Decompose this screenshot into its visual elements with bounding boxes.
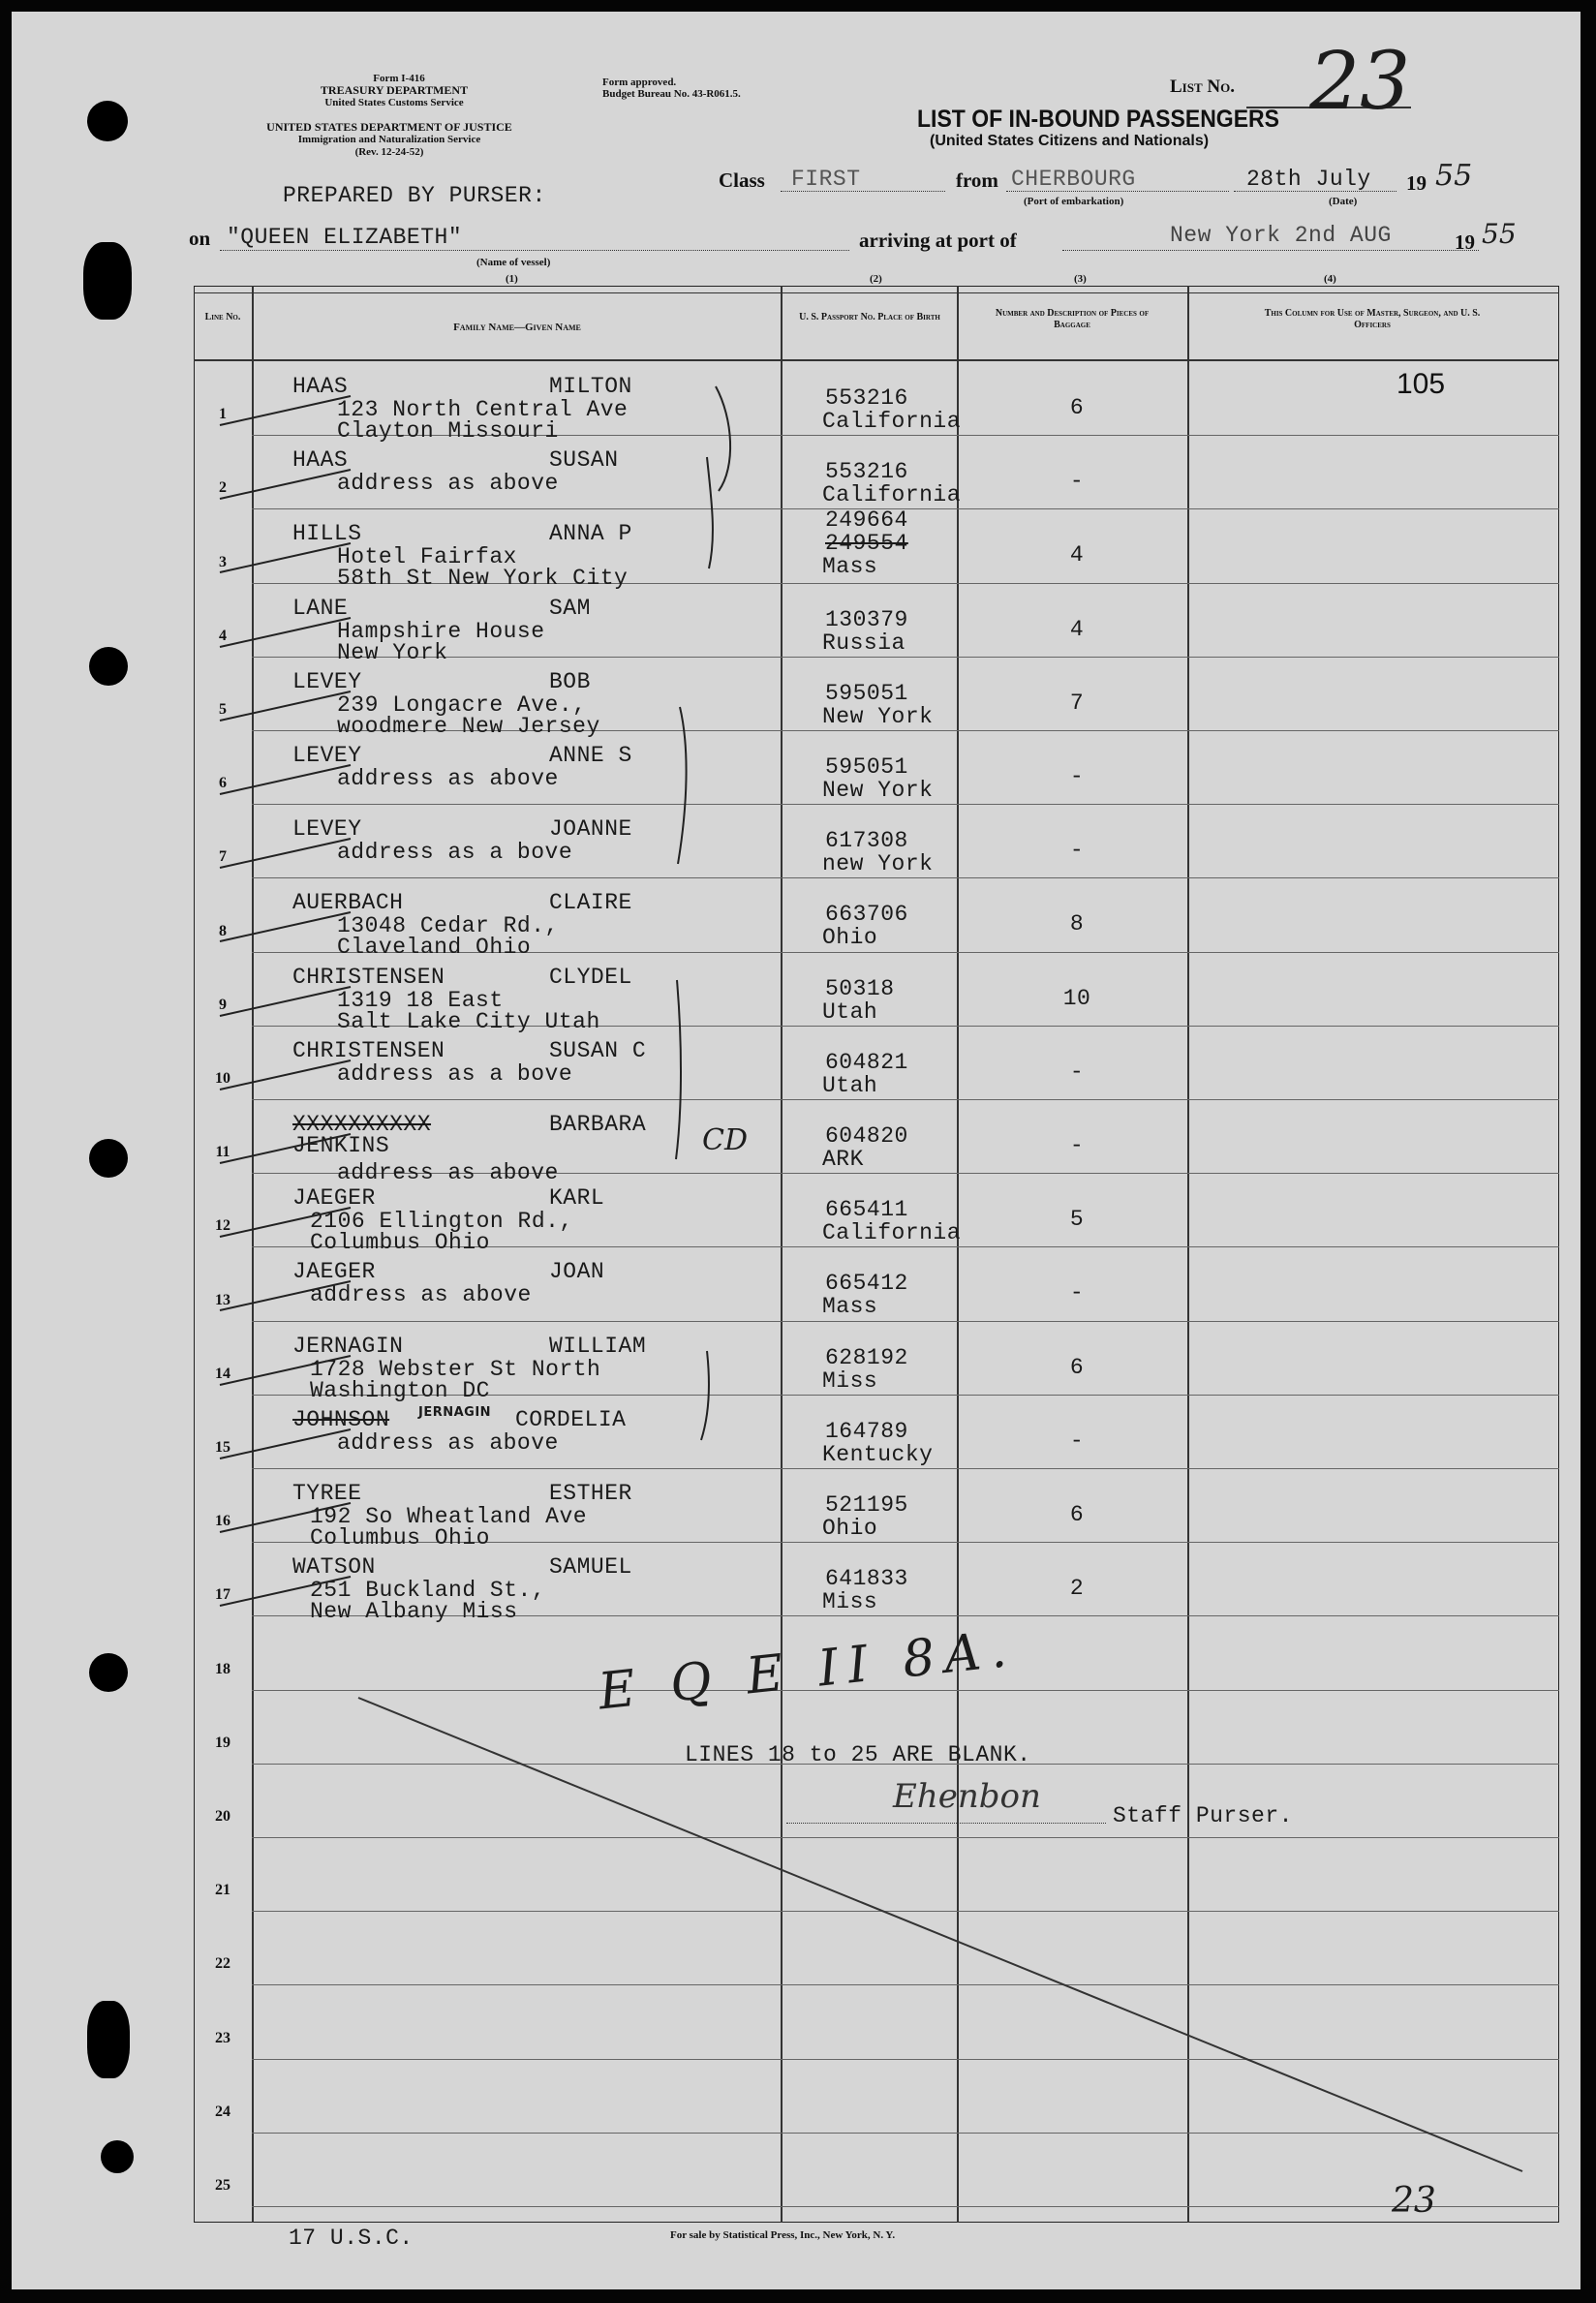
row11-note: CD xyxy=(702,1123,749,1157)
address-line-2: 58th St New York City xyxy=(337,566,629,592)
list-no-value: 23 xyxy=(1309,36,1411,128)
footer-page-number: 23 xyxy=(1392,2181,1436,2221)
line-number: 19 xyxy=(215,1734,230,1751)
passport-number: 595051 xyxy=(825,754,908,780)
birth-place: New York xyxy=(822,778,934,803)
class-label: Class xyxy=(719,169,765,192)
family-name: HAAS xyxy=(292,374,349,399)
birth-place: Russia xyxy=(822,629,905,656)
baggage-count: - xyxy=(1069,838,1085,864)
line-number: 7 xyxy=(219,848,227,866)
date-caption: (Date) xyxy=(1329,196,1358,207)
on-label: on xyxy=(189,227,211,250)
passport-number-struck: 249554 xyxy=(825,531,908,557)
line-number: 6 xyxy=(219,775,227,792)
passport-number: 164789 xyxy=(825,1418,908,1444)
given-name: BARBARA xyxy=(549,1112,647,1137)
address-line-1: 192 So Wheatland Ave xyxy=(310,1504,588,1529)
birth-place: Utah xyxy=(822,1072,878,1098)
baggage-count: - xyxy=(1069,764,1085,789)
arrival-value: New York 2nd AUG xyxy=(1170,223,1392,248)
line-number: 5 xyxy=(219,701,227,718)
given-name: CORDELIA xyxy=(515,1406,627,1432)
line-number: 16 xyxy=(215,1513,230,1530)
passport-number: 521195 xyxy=(825,1492,908,1518)
family-name: HILLS xyxy=(292,521,362,547)
baggage-count: 4 xyxy=(1069,542,1085,568)
col3-marker: (3) xyxy=(1074,273,1087,285)
passport-number: 604820 xyxy=(825,1123,908,1149)
date-value: 28th July xyxy=(1246,167,1371,192)
birth-place: Utah xyxy=(822,998,878,1025)
address-line-1: address as above xyxy=(337,471,559,497)
birth-place: Mass xyxy=(822,1294,878,1320)
staff-purser-label: Staff Purser. xyxy=(1113,1803,1293,1828)
birth-place: Mass xyxy=(822,554,878,580)
family-name: AUERBACH xyxy=(292,890,404,916)
address-line-2: Claveland Ohio xyxy=(337,935,532,961)
list-no-label: List No. xyxy=(1170,77,1235,97)
address-line-1: address as a bove xyxy=(337,840,573,866)
from-value: CHERBOURG xyxy=(1011,167,1136,192)
address-line-2: Salt Lake City Utah xyxy=(337,1008,600,1034)
address-line-1: address as above xyxy=(310,1282,532,1308)
passport-number: 553216 xyxy=(825,385,908,411)
blank-lines-note: LINES 18 to 25 ARE BLANK. xyxy=(685,1742,1031,1767)
baggage-count: 10 xyxy=(1062,985,1091,1011)
birth-place: Ohio xyxy=(822,1516,878,1541)
baggage-count: 6 xyxy=(1069,395,1085,420)
address-line-1: address as above xyxy=(337,1429,559,1456)
line-number: 21 xyxy=(215,1882,230,1899)
col-header-passport: U. S. Passport No. Place of Birth xyxy=(799,312,940,322)
col1-marker: (1) xyxy=(506,273,518,285)
family-name: JAEGER xyxy=(292,1185,376,1212)
passport-number: 595051 xyxy=(825,680,908,706)
address-line-1: Hotel Fairfax xyxy=(337,544,517,570)
birth-place: California xyxy=(822,409,962,434)
baggage-count: 6 xyxy=(1069,1502,1085,1527)
line-number: 20 xyxy=(215,1808,230,1825)
given-name: ANNE S xyxy=(549,743,632,768)
arrival-year-value: 55 xyxy=(1482,218,1517,250)
given-name: CLYDEL xyxy=(549,964,632,990)
vessel-value: "QUEEN ELIZABETH" xyxy=(227,225,463,250)
address-line-1: address as above xyxy=(337,766,559,791)
line-number: 4 xyxy=(219,627,227,644)
given-name: KARL xyxy=(549,1185,605,1212)
baggage-count: - xyxy=(1069,1059,1085,1085)
given-name: SAMUEL xyxy=(549,1554,632,1581)
passport-number: 665412 xyxy=(825,1271,908,1297)
family-name: JAEGER xyxy=(292,1259,376,1285)
port-embark-caption: (Port of embarkation) xyxy=(1024,196,1124,207)
baggage-count: - xyxy=(1069,1428,1085,1454)
arrival-year-prefix: 19 xyxy=(1455,230,1475,254)
manifest-sheet xyxy=(12,12,1581,2289)
scrawl-annotation: E Q E II 8A. xyxy=(596,1619,1019,1722)
revision: (Rev. 12-24-52) xyxy=(354,146,424,158)
family-name: XXXXXXXXXX xyxy=(292,1112,432,1137)
birth-place: new York xyxy=(822,851,934,877)
given-name: JOANNE xyxy=(549,816,632,843)
family-name: TYREE xyxy=(292,1481,362,1506)
birth-place: Miss xyxy=(822,1367,878,1394)
given-name: ESTHER xyxy=(549,1481,632,1506)
address-line-1: 2106 Ellington Rd., xyxy=(310,1209,573,1235)
address-line-1: 239 Longacre Ave., xyxy=(337,691,587,718)
line-number: 24 xyxy=(215,2103,230,2120)
baggage-count: - xyxy=(1069,469,1085,495)
cancel-slash xyxy=(12,12,1581,2289)
family-name: WATSON xyxy=(292,1554,376,1581)
year-value: 55 xyxy=(1435,159,1473,193)
given-name: SAM xyxy=(549,595,591,621)
passport-number: 665411 xyxy=(825,1197,908,1223)
family-name-correction: JERNAGIN xyxy=(418,1404,492,1420)
given-name: WILLIAM xyxy=(549,1333,647,1359)
col2-marker: (2) xyxy=(870,273,882,285)
line-number: 2 xyxy=(219,479,227,497)
passport-number: 553216 xyxy=(825,459,908,485)
address-line-1: Hampshire House xyxy=(337,618,545,644)
prepared-by: PREPARED BY PURSER: xyxy=(283,183,546,208)
officer-note: 105 xyxy=(1396,368,1446,400)
baggage-count: 5 xyxy=(1069,1207,1085,1233)
line-number: 18 xyxy=(215,1660,230,1677)
birth-place: New York xyxy=(822,703,934,729)
approval: Form approved. xyxy=(602,77,677,88)
baggage-count: 6 xyxy=(1069,1354,1085,1380)
address-line-1: 13048 Cedar Rd., xyxy=(337,913,559,939)
col-header-name: Family Name—Given Name xyxy=(453,322,581,333)
budget-number: Budget Bureau No. 43-R061.5. xyxy=(602,88,741,100)
passport-number: 50318 xyxy=(825,975,895,1001)
justice-name: UNITED STATES DEPARTMENT OF JUSTICE xyxy=(266,120,512,134)
birth-place: Kentucky xyxy=(822,1441,934,1467)
arriving-label: arriving at port of xyxy=(859,229,1017,252)
form-subtitle: (United States Citizens and Nationals) xyxy=(930,133,1210,149)
passport-number: 663706 xyxy=(825,902,908,928)
baggage-count: 7 xyxy=(1069,690,1085,716)
line-number: 9 xyxy=(219,996,227,1013)
address-line-1: address as above xyxy=(337,1160,559,1185)
col-header-line: Line No. xyxy=(204,312,241,322)
passport-number: 628192 xyxy=(825,1344,908,1370)
line-number: 1 xyxy=(219,406,227,423)
address-line-2: New York xyxy=(337,639,448,665)
line-number: 12 xyxy=(215,1217,230,1235)
baggage-count: - xyxy=(1069,1133,1085,1158)
purser-signature: Ehenbon xyxy=(893,1777,1041,1816)
family-name: LEVEY xyxy=(292,816,362,843)
birth-place: California xyxy=(822,482,962,508)
address-line-2: Columbus Ohio xyxy=(310,1230,490,1256)
family-name: JOHNSON xyxy=(292,1406,390,1432)
baggage-count: 2 xyxy=(1069,1576,1085,1602)
passport-number: 604821 xyxy=(825,1049,908,1075)
baggage-count: - xyxy=(1069,1280,1085,1306)
family-name: CHRISTENSEN xyxy=(292,964,445,990)
given-name: SUSAN xyxy=(549,447,619,474)
footer-statute: 17 U.S.C. xyxy=(289,2226,414,2251)
address-line-1: 251 Buckland St., xyxy=(310,1578,546,1604)
form-number: Form I-416 xyxy=(373,73,425,84)
line-number: 17 xyxy=(215,1586,230,1604)
family-name: LANE xyxy=(292,595,349,621)
footer-printer: For sale by Statistical Press, Inc., New York, N. Y. xyxy=(670,2229,896,2241)
given-name: CLAIRE xyxy=(549,890,632,916)
birth-place: Ohio xyxy=(822,925,878,951)
given-name: BOB xyxy=(549,668,591,694)
given-name: JOAN xyxy=(549,1259,605,1285)
given-name: MILTON xyxy=(549,374,632,399)
baggage-count: 4 xyxy=(1069,616,1085,642)
passport-number: 641833 xyxy=(825,1566,908,1592)
family-name: LEVEY xyxy=(292,668,362,694)
vessel-caption: (Name of vessel) xyxy=(476,257,551,268)
address-line-1: 123 North Central Ave xyxy=(337,397,629,422)
service-name: United States Customs Service xyxy=(324,97,464,108)
line-number: 10 xyxy=(215,1070,230,1087)
family-name: HAAS xyxy=(292,447,349,474)
line-number: 22 xyxy=(215,1955,230,1973)
passport-number: 617308 xyxy=(825,828,908,854)
address-line-2: Washington DC xyxy=(310,1377,490,1403)
line-number: 3 xyxy=(219,553,227,570)
line-number: 23 xyxy=(215,2029,230,2046)
dept-name: TREASURY DEPARTMENT xyxy=(320,83,469,97)
line-number: 13 xyxy=(215,1291,230,1308)
address-line-1: address as a bove xyxy=(337,1060,573,1087)
family-name: LEVEY xyxy=(292,743,362,768)
baggage-count: 8 xyxy=(1069,911,1085,937)
family-name: JERNAGIN xyxy=(292,1333,404,1359)
col4-marker: (4) xyxy=(1324,273,1336,285)
address-line-1: 1728 Webster St North xyxy=(310,1356,601,1382)
line-number: 25 xyxy=(215,2177,230,2194)
address-line-2: New Albany Miss xyxy=(310,1599,518,1625)
col-header-baggage: Number and Description of Pieces of Baggage xyxy=(995,308,1150,330)
ins-name: Immigration and Naturalization Service xyxy=(297,134,481,145)
family-name-replacement: JENKINS xyxy=(292,1133,390,1158)
given-name: ANNA P xyxy=(549,521,632,547)
birth-place: Miss xyxy=(822,1589,878,1615)
line-number: 14 xyxy=(215,1365,230,1382)
line-number: 8 xyxy=(219,922,227,939)
address-line-2: Columbus Ohio xyxy=(310,1525,490,1551)
birth-place: ARK xyxy=(822,1147,864,1172)
address-line-2: Clayton Missouri xyxy=(337,418,559,444)
form-title: LIST OF IN-BOUND PASSENGERS xyxy=(917,106,1279,133)
address-line-1: 1319 18 East xyxy=(337,987,504,1013)
line-number: 15 xyxy=(215,1439,230,1456)
col-header-officers: This Column for Use of Master, Surgeon, and U. S. Officers xyxy=(1264,308,1481,330)
line-number: 11 xyxy=(215,1144,230,1161)
year-prefix: 19 xyxy=(1406,171,1427,195)
from-label: from xyxy=(956,169,998,192)
family-name: CHRISTENSEN xyxy=(292,1037,445,1063)
given-name: SUSAN C xyxy=(549,1037,647,1063)
address-line-2: woodmere New Jersey xyxy=(337,713,600,739)
birth-place: California xyxy=(822,1220,962,1246)
class-value: FIRST xyxy=(791,167,861,192)
passport-number: 249664 xyxy=(825,507,908,534)
passport-number: 130379 xyxy=(825,606,908,632)
